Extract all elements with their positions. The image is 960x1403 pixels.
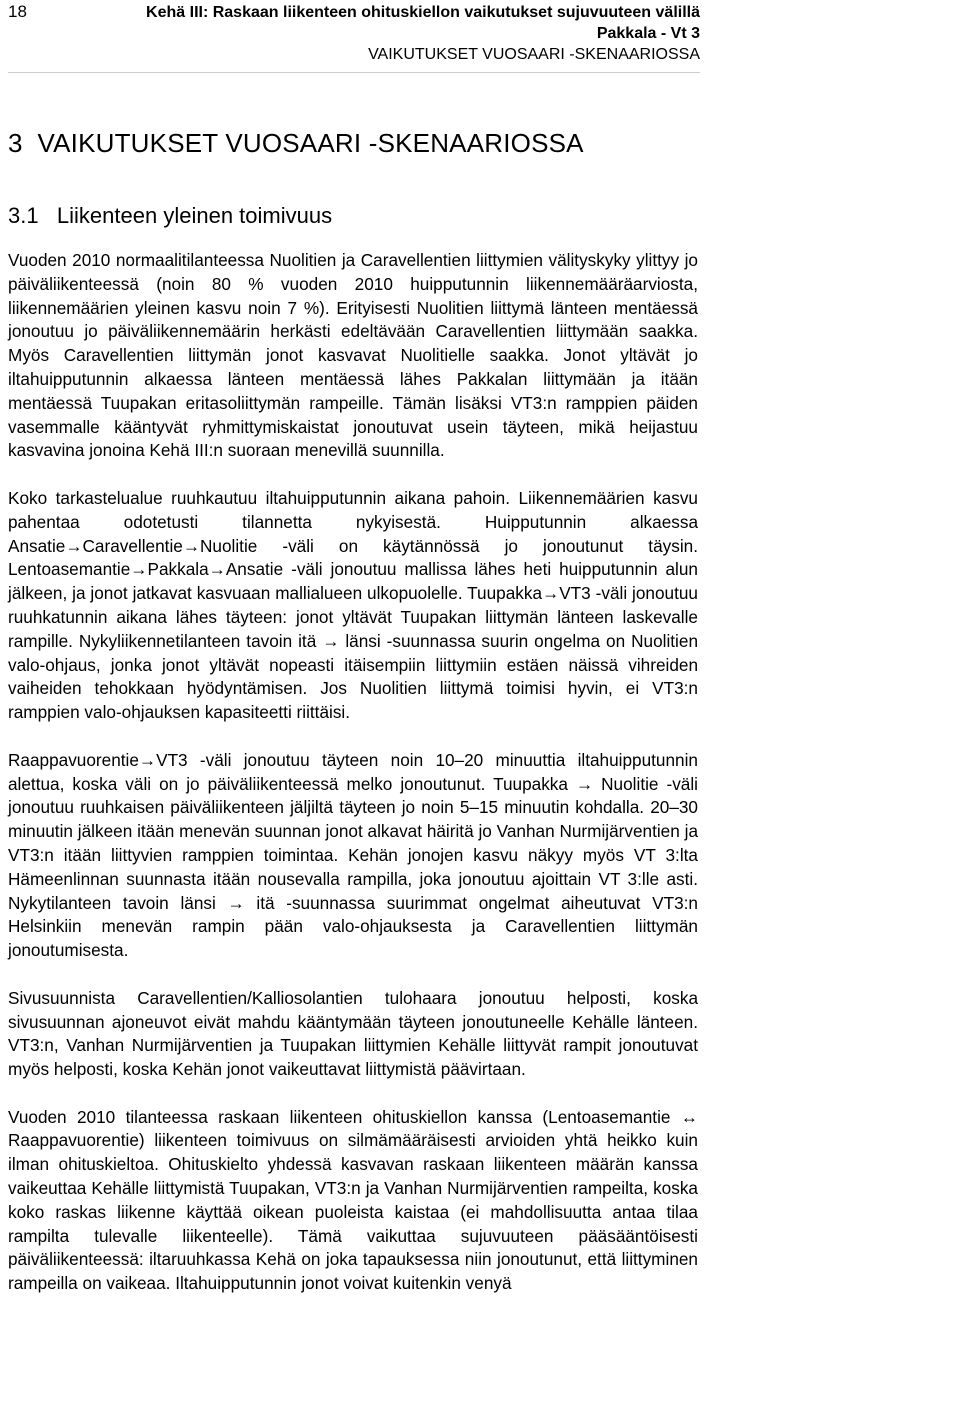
paragraph: Vuoden 2010 tilanteessa raskaan liikenteen ohituskiellon kanssa (Lentoasemantie ↔ Raappavuorentie) liikenteen toimivuus on silmämääräisesti arvioiden yhtä heikko kuin ilman ohituskieltoa. Ohituskielto yhdessä kasvavan raskaan liikenteen määrän kanssa vaikeuttaa Kehälle liittymistä Tuupakan, VT3:n ja Vanhan Nurmijärventien rampeilta, koska koko raskas liikenne käyttää oikean puoleista kaistaa (ei mahdollisuutta antaa tilaa rampilta tulevalle liikenteelle). Tämä vaikuttaa sujuvuuteen pääsääntöisesti päiväliikenteessä: iltaruuhkassa Kehä on joka tapauksessa niin jonoutunut, että liittyminen rampeilla on vaikeaa. Iltahuipputunnin jonot voivat kuitenkin venyä <box>8 1106 698 1294</box>
header-chapter: VAIKUTUKSET VUOSAARI -SKENAARIOSSA <box>368 46 700 63</box>
paragraph: Vuoden 2010 normaalitilanteessa Nuolitien ja Caravellentien liittymien välityskyky ylittyy jo päiväliikenteessä (noin 80 % vuoden 2010 huipputunnin liikennemääräarviosta, liikennemäärien yleinen kasvu noin 7 %). Erityisesti Nuolitien liittymä länteen mentäessä jonoutuu jo päiväliikennemäärin herkästi edeltävään Caravellentien liittymään saakka. Myös Caravellentien liittymän jonot kasvavat Nuolitielle saakka. Jonot yltävät jo iltahuipputunnin alkaessa länteen mentäessä lähes Pakkalan liittymään ja itään mentäessä Tuupakan eritasoliittymän rampeille. Tämän lisäksi VT3:n ramppien päiden vasemmalle kääntyvät ryhmittymiskaistat jonoutuvat usein täyteen, mikä heijastuu kasvavina jonoina Kehä III:n suoraan menevillä suunnilla. <box>8 250 698 461</box>
header-title: Kehä III: Raskaan liikenteen ohituskiellon vaikutukset sujuvuuteen välillä <box>146 4 700 21</box>
header-subtitle: Pakkala - Vt 3 <box>596 25 700 42</box>
running-header <box>146 2 700 65</box>
header-divider <box>8 72 700 73</box>
paragraph: Koko tarkastelualue ruuhkautuu iltahuipputunnin aikana pahoin. Liikennemäärien kasvu pahentaa odotetusti tilannetta nykyisestä. Huipputunnin alkaessa Ansatie→Caravellentie→Nuolitie -väli on käytännössä jo jonoutunut täysin. Lentoasemantie→Pakkala→Ansatie -väli jonoutuu mallissa lähes heti huipputunnin alun jälkeen, ja jonot jatkavat kasvuaan mallialueen ulkopuolelle. Tuupakka→VT3 -väli jonoutuu ruuhkatunnin aikana lähes täyteen: jonot yltävät Tuupakan liittymän länteen laskevalle rampille. Nykyliikennetilanteen tavoin itä → länsi -suunnassa suurin ongelma on Nuolitien valo-ohjaus, jonka jonot yltävät nopeasti itäisempiin liittymiin estäen näissä vihreiden vaiheiden tehokkaan hyödyntämisen. Jos Nuolitien liittymä toimisi hyvin, ei VT3:n ramppien valo-ohjauksen kapasiteetti riittäisi. <box>8 487 698 723</box>
paragraph: Sivusuunnista Caravellentien/Kalliosolantien tulohaara jonoutuu helposti, koska sivusuunnan ajoneuvot eivät mahdu kääntymään täyteen jonoutuneelle Kehälle länteen. VT3:n, Vanhan Nurmijärventien ja Tuupakan liittymien Kehälle liittyvät rampit jonoutuvat myös helposti, koska Kehän jonot vaikeuttavat liittymistä päävirtaan. <box>8 987 698 1080</box>
section-heading: 3.1 Liikenteen yleinen toimivuus <box>8 203 333 228</box>
page-number: 18 <box>8 2 27 21</box>
body-text <box>8 249 698 1296</box>
chapter-heading: 3 VAIKUTUKSET VUOSAARI -SKENAARIOSSA <box>8 128 584 158</box>
paragraph: Raappavuorentie→VT3 -väli jonoutuu täyteen noin 10–20 minuuttia iltahuipputunnin alettua, koska väli on jo päiväliikenteessä melko jonoutunut. Tuupakka → Nuolitie -väli jonoutuu ruuhkaisen päiväliikenteen jäljiltä täyteen jo noin 5–15 minuutin kohdalla. 20–30 minuutin jälkeen itään menevän suunnan jonot alkavat häiritä jo Vanhan Nurmijärventien ja VT3:n itään liittyvien ramppien toimintaa. Kehän jonojen kasvu näkyy myös VT 3:lta Hämeenlinnan suunnasta itään nousevalla rampilla, joka jonoutuu ajoittain VT 3:lle asti. Nykytilanteen tavoin länsi → itä -suunnassa suurimmat ongelmat aiheutuvat VT3:n Helsinkiin menevän rampin pään valo-ohjauksesta ja Caravellentien liittymän jonoutumisesta. <box>8 749 698 961</box>
